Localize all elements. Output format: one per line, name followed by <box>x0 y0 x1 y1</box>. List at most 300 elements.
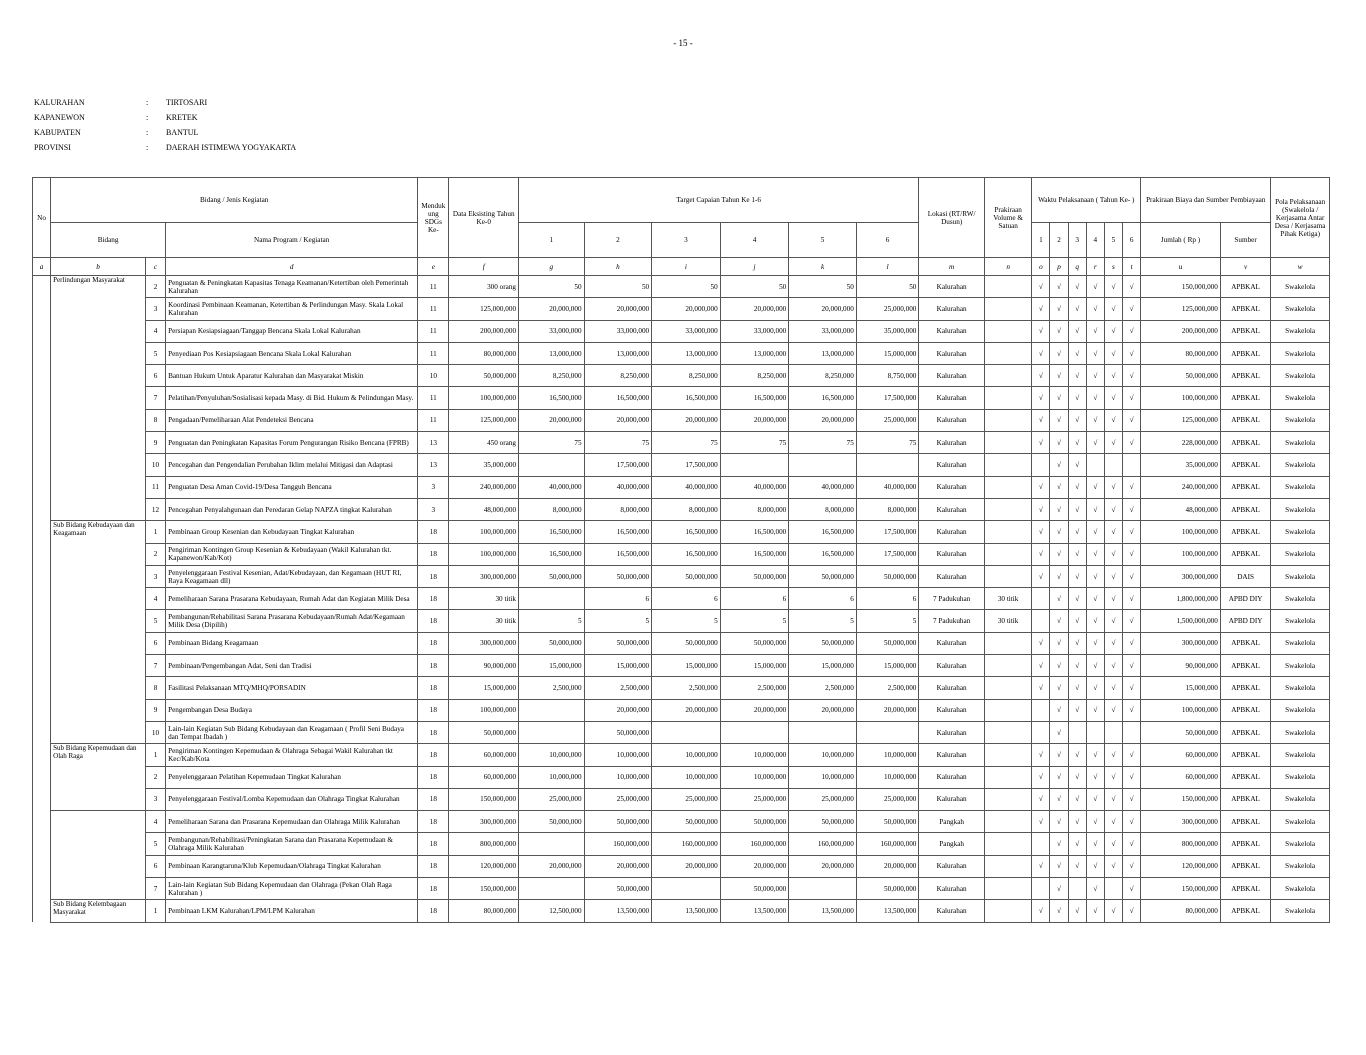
activity-number: 11 <box>145 476 165 498</box>
year-check: √ <box>1086 276 1104 298</box>
col-data-eksisting: Data Eksisting Tahun Ke-0 <box>449 178 519 258</box>
year-check: √ <box>1086 655 1104 677</box>
existing-data: 300 orang <box>449 276 519 298</box>
target-value: 50,000,000 <box>584 811 652 833</box>
location: Kalurahan <box>919 699 985 721</box>
funding-source: APBKAL <box>1220 721 1270 743</box>
target-value: 50,000,000 <box>789 565 857 587</box>
target-value: 13,000,000 <box>720 342 789 364</box>
target-value: 20,000,000 <box>652 409 721 431</box>
location: Kalurahan <box>919 454 985 476</box>
activity-number: 3 <box>145 788 165 810</box>
budget-amount: 90,000,000 <box>1141 655 1221 677</box>
implementation-pattern: Swakelola <box>1271 766 1330 788</box>
target-value: 16,500,000 <box>789 543 857 565</box>
year-check: √ <box>1068 276 1086 298</box>
existing-data: 100,000,000 <box>449 543 519 565</box>
activity-name: Pemeliharaan Sarana Prasarana Kebudayaan, Rumah Adat dan Kegiatan Milik Desa <box>166 588 418 610</box>
target-value: 20,000,000 <box>584 855 652 877</box>
implementation-pattern: Swakelola <box>1271 655 1330 677</box>
location: Kalurahan <box>919 543 985 565</box>
implementation-pattern: Swakelola <box>1271 878 1330 900</box>
year-check: √ <box>1068 677 1086 699</box>
target-value: 5 <box>519 610 585 632</box>
year-check: √ <box>1123 565 1141 587</box>
column-letter: w <box>1271 258 1330 276</box>
location: Pangkah <box>919 833 985 855</box>
year-check: √ <box>1104 744 1122 766</box>
bidang-cell: Sub Bidang Kepemudaan dan Olah Raga <box>51 744 146 811</box>
year-check: √ <box>1032 298 1050 320</box>
target-value: 16,500,000 <box>519 543 585 565</box>
year-check <box>1104 878 1122 900</box>
volume <box>984 454 1031 476</box>
target-value: 20,000,000 <box>720 855 789 877</box>
implementation-pattern: Swakelola <box>1271 298 1330 320</box>
sdgs-value: 13 <box>418 454 449 476</box>
activity-name: Persiapan Kesiapsiagaan/Tanggap Bencana Skala Lokal Kalurahan <box>166 320 418 342</box>
table-row <box>33 632 1330 654</box>
target-value: 16,500,000 <box>584 387 652 409</box>
column-letter: o <box>1032 258 1050 276</box>
year-check: √ <box>1086 811 1104 833</box>
activity-name: Lain-lain Kegiatan Sub Bidang Kebudayaan dan Keagamaan ( Profil Seni Budaya dan Tempat Ibadah ) <box>166 721 418 743</box>
volume <box>984 744 1031 766</box>
target-value: 2,500,000 <box>789 677 857 699</box>
table-row <box>33 565 1330 587</box>
target-value: 33,000,000 <box>720 320 789 342</box>
year-check: √ <box>1104 677 1122 699</box>
existing-data: 120,000,000 <box>449 855 519 877</box>
activity-name: Pembinaan Group Kesenian dan Kebudayaan Tingkat Kalurahan <box>166 521 418 543</box>
target-value: 50,000,000 <box>856 565 919 587</box>
table-row <box>33 498 1330 520</box>
budget-amount: 125,000,000 <box>1141 298 1221 320</box>
year-check: √ <box>1123 365 1141 387</box>
existing-data: 800,000,000 <box>449 833 519 855</box>
existing-data: 240,000,000 <box>449 476 519 498</box>
target-value <box>519 721 585 743</box>
target-value: 16,500,000 <box>519 521 585 543</box>
implementation-pattern: Swakelola <box>1271 365 1330 387</box>
year-check: √ <box>1068 432 1086 454</box>
volume <box>984 632 1031 654</box>
location: Kalurahan <box>919 677 985 699</box>
target-value: 33,000,000 <box>789 320 857 342</box>
target-value: 12,500,000 <box>519 900 585 922</box>
target-value: 20,000,000 <box>789 855 857 877</box>
target-value: 25,000,000 <box>519 788 585 810</box>
year-check <box>1032 833 1050 855</box>
year-check: √ <box>1123 811 1141 833</box>
target-value: 5 <box>584 610 652 632</box>
column-letter: g <box>519 258 585 276</box>
column-letter: m <box>919 258 985 276</box>
column-letter: l <box>856 258 919 276</box>
year-check: √ <box>1050 677 1068 699</box>
target-value: 20,000,000 <box>652 699 721 721</box>
implementation-pattern: Swakelola <box>1271 565 1330 587</box>
volume <box>984 766 1031 788</box>
activity-number: 7 <box>145 655 165 677</box>
existing-data: 15,000,000 <box>449 677 519 699</box>
target-value: 20,000,000 <box>652 298 721 320</box>
existing-data: 60,000,000 <box>449 744 519 766</box>
year-check: √ <box>1104 342 1122 364</box>
year-check: √ <box>1123 498 1141 520</box>
target-value: 8,000,000 <box>856 498 919 520</box>
funding-source: APBD DIY <box>1220 588 1270 610</box>
target-value: 10,000,000 <box>789 766 857 788</box>
year-check: √ <box>1050 454 1068 476</box>
sdgs-value: 18 <box>418 588 449 610</box>
volume <box>984 521 1031 543</box>
budget-amount: 200,000,000 <box>1141 320 1221 342</box>
meta-value: TIRTOSARI <box>166 98 208 107</box>
target-year-header: 1 <box>519 223 585 258</box>
activity-name: Fasilitasi Pelaksanaan MTQ/MHQ/PORSADIN <box>166 677 418 699</box>
existing-data: 80,000,000 <box>449 342 519 364</box>
waktu-year-header: 1 <box>1032 223 1050 258</box>
target-value: 25,000,000 <box>652 788 721 810</box>
target-value: 75 <box>856 432 919 454</box>
year-check: √ <box>1068 298 1086 320</box>
year-check: √ <box>1123 610 1141 632</box>
target-value: 50,000,000 <box>720 811 789 833</box>
meta-separator: : <box>146 98 149 107</box>
year-check <box>1123 721 1141 743</box>
location: Kalurahan <box>919 409 985 431</box>
target-value: 16,500,000 <box>720 543 789 565</box>
target-value: 20,000,000 <box>720 298 789 320</box>
sdgs-value: 11 <box>418 320 449 342</box>
year-check: √ <box>1068 387 1086 409</box>
sdgs-value: 18 <box>418 788 449 810</box>
sdgs-value: 18 <box>418 900 449 922</box>
table-row <box>33 721 1330 743</box>
activity-name: Penyelenggaraan Pelatihan Kepemudaan Tingkat Kalurahan <box>166 766 418 788</box>
row-no-cell <box>33 900 51 922</box>
target-value: 160,000,000 <box>584 833 652 855</box>
year-check <box>1032 699 1050 721</box>
year-check: √ <box>1104 409 1122 431</box>
waktu-year-header: 2 <box>1050 223 1068 258</box>
year-check: √ <box>1032 811 1050 833</box>
year-check: √ <box>1086 521 1104 543</box>
sdgs-value: 3 <box>418 476 449 498</box>
target-value: 75 <box>789 432 857 454</box>
year-check: √ <box>1123 298 1141 320</box>
volume <box>984 677 1031 699</box>
sdgs-value: 11 <box>418 387 449 409</box>
implementation-pattern: Swakelola <box>1271 699 1330 721</box>
year-check: √ <box>1123 276 1141 298</box>
budget-amount: 228,000,000 <box>1141 432 1221 454</box>
year-check: √ <box>1086 543 1104 565</box>
year-check: √ <box>1050 476 1068 498</box>
budget-amount: 60,000,000 <box>1141 744 1221 766</box>
year-check: √ <box>1123 900 1141 922</box>
target-value: 6 <box>789 588 857 610</box>
existing-data: 90,000,000 <box>449 655 519 677</box>
target-value: 8,250,000 <box>519 365 585 387</box>
activity-number: 8 <box>145 677 165 699</box>
year-check: √ <box>1086 900 1104 922</box>
budget-amount: 150,000,000 <box>1141 276 1221 298</box>
year-check: √ <box>1123 342 1141 364</box>
column-letter: d <box>166 258 418 276</box>
year-check: √ <box>1050 811 1068 833</box>
target-value: 50,000,000 <box>519 565 585 587</box>
activity-name: Koordinasi Pembinaan Keamanan, Ketertiban & Perlindungan Masy. Skala Lokal Kalurahan <box>166 298 418 320</box>
table-row <box>33 543 1330 565</box>
implementation-pattern: Swakelola <box>1271 855 1330 877</box>
target-value: 50,000,000 <box>519 632 585 654</box>
sdgs-value: 18 <box>418 878 449 900</box>
year-check: √ <box>1050 498 1068 520</box>
year-check: √ <box>1068 588 1086 610</box>
target-value: 50,000,000 <box>789 632 857 654</box>
year-check: √ <box>1104 610 1122 632</box>
year-check: √ <box>1104 855 1122 877</box>
volume <box>984 320 1031 342</box>
year-check: √ <box>1086 766 1104 788</box>
location: Kalurahan <box>919 744 985 766</box>
volume <box>984 788 1031 810</box>
col-bidang-jenis: Bidang / Jenis Kegiatan <box>51 178 418 223</box>
column-letter: q <box>1068 258 1086 276</box>
implementation-pattern: Swakelola <box>1271 610 1330 632</box>
target-value: 13,000,000 <box>652 342 721 364</box>
target-value: 40,000,000 <box>720 476 789 498</box>
year-check: √ <box>1068 498 1086 520</box>
col-bidang: Bidang <box>51 223 166 258</box>
year-check: √ <box>1086 744 1104 766</box>
year-check: √ <box>1123 632 1141 654</box>
location: Kalurahan <box>919 766 985 788</box>
sdgs-value: 18 <box>418 655 449 677</box>
target-value: 20,000,000 <box>519 298 585 320</box>
year-check: √ <box>1104 788 1122 810</box>
col-nama-program: Nama Program / Kegiatan <box>166 223 418 258</box>
year-check: √ <box>1123 766 1141 788</box>
year-check: √ <box>1050 276 1068 298</box>
column-letter: r <box>1086 258 1104 276</box>
target-value: 20,000,000 <box>519 409 585 431</box>
budget-amount: 60,000,000 <box>1141 766 1221 788</box>
sdgs-value: 18 <box>418 833 449 855</box>
table-row <box>33 409 1330 431</box>
budget-amount: 1,500,000,000 <box>1141 610 1221 632</box>
row-no-cell <box>33 276 51 521</box>
implementation-pattern: Swakelola <box>1271 409 1330 431</box>
funding-source: APBKAL <box>1220 476 1270 498</box>
implementation-pattern: Swakelola <box>1271 900 1330 922</box>
target-value <box>789 454 857 476</box>
activity-number: 6 <box>145 855 165 877</box>
implementation-pattern: Swakelola <box>1271 833 1330 855</box>
sdgs-value: 11 <box>418 342 449 364</box>
table-row <box>33 655 1330 677</box>
target-value: 8,000,000 <box>720 498 789 520</box>
year-check: √ <box>1086 677 1104 699</box>
funding-source: APBKAL <box>1220 811 1270 833</box>
year-check: √ <box>1050 320 1068 342</box>
year-check: √ <box>1032 543 1050 565</box>
target-value: 16,500,000 <box>584 521 652 543</box>
activity-name: Pengembangan Desa Budaya <box>166 699 418 721</box>
volume <box>984 409 1031 431</box>
target-value: 50 <box>720 276 789 298</box>
activity-name: Penyelenggaraan Festival/Lomba Kepemudaan dan Olahraga Tingkat Kalurahan <box>166 788 418 810</box>
budget-amount: 50,000,000 <box>1141 721 1221 743</box>
target-value: 33,000,000 <box>652 320 721 342</box>
target-value: 50,000,000 <box>584 632 652 654</box>
year-check: √ <box>1050 543 1068 565</box>
target-value: 6 <box>652 588 721 610</box>
target-value: 50,000,000 <box>652 811 721 833</box>
target-value: 20,000,000 <box>720 699 789 721</box>
col-pola: Pola Pelaksanaan (Swakelola / Kerjasama Antar Desa / Kerjasama Pihak Ketiga) <box>1271 178 1330 258</box>
sdgs-value: 3 <box>418 498 449 520</box>
year-check: √ <box>1032 632 1050 654</box>
target-value <box>519 454 585 476</box>
funding-source: APBKAL <box>1220 387 1270 409</box>
target-value: 50,000,000 <box>720 565 789 587</box>
target-value <box>789 721 857 743</box>
sdgs-value: 18 <box>418 721 449 743</box>
year-check: √ <box>1068 811 1086 833</box>
activity-number: 2 <box>145 543 165 565</box>
table-row <box>33 610 1330 632</box>
target-value: 8,000,000 <box>519 498 585 520</box>
target-value: 75 <box>652 432 721 454</box>
funding-source: APBD DIY <box>1220 610 1270 632</box>
volume <box>984 387 1031 409</box>
year-check: √ <box>1050 855 1068 877</box>
implementation-pattern: Swakelola <box>1271 721 1330 743</box>
target-value: 13,000,000 <box>519 342 585 364</box>
target-value: 5 <box>856 610 919 632</box>
target-value: 40,000,000 <box>584 476 652 498</box>
row-no-cell <box>33 521 51 744</box>
budget-amount: 80,000,000 <box>1141 900 1221 922</box>
funding-source: APBKAL <box>1220 276 1270 298</box>
year-check: √ <box>1104 432 1122 454</box>
table-row <box>33 387 1330 409</box>
target-year-header: 4 <box>720 223 789 258</box>
year-check: √ <box>1123 588 1141 610</box>
target-value: 2,500,000 <box>652 677 721 699</box>
volume <box>984 655 1031 677</box>
meta-value: DAERAH ISTIMEWA YOGYAKARTA <box>166 143 297 152</box>
year-check: √ <box>1068 543 1086 565</box>
year-check: √ <box>1086 833 1104 855</box>
implementation-pattern: Swakelola <box>1271 744 1330 766</box>
target-year-header: 3 <box>652 223 721 258</box>
target-value: 50 <box>584 276 652 298</box>
funding-source: APBKAL <box>1220 365 1270 387</box>
year-check: √ <box>1086 588 1104 610</box>
activity-number: 1 <box>145 744 165 766</box>
existing-data: 300,000,000 <box>449 565 519 587</box>
year-check: √ <box>1086 432 1104 454</box>
year-check: √ <box>1050 699 1068 721</box>
target-value: 20,000,000 <box>519 855 585 877</box>
target-value: 75 <box>519 432 585 454</box>
implementation-pattern: Swakelola <box>1271 432 1330 454</box>
table-row <box>33 766 1330 788</box>
location: Kalurahan <box>919 788 985 810</box>
year-check: √ <box>1104 699 1122 721</box>
activity-name: Penguatan Desa Aman Covid-19/Desa Tangguh Bencana <box>166 476 418 498</box>
year-check <box>1104 454 1122 476</box>
existing-data: 450 orang <box>449 432 519 454</box>
target-value: 160,000,000 <box>789 833 857 855</box>
page-number: - 15 - <box>673 38 693 48</box>
column-letter: p <box>1050 258 1068 276</box>
activity-name: Pengiriman Kontingen Kepemudaan & Olahraga Sebagai Wakil Kalurahan tkt Kec/Kab/Kota <box>166 744 418 766</box>
target-value: 16,500,000 <box>789 521 857 543</box>
table-row <box>33 342 1330 364</box>
target-value: 2,500,000 <box>856 677 919 699</box>
budget-amount: 35,000,000 <box>1141 454 1221 476</box>
col-no: No <box>33 178 51 258</box>
year-check: √ <box>1050 721 1068 743</box>
year-check: √ <box>1068 744 1086 766</box>
target-value: 75 <box>584 432 652 454</box>
target-value: 50,000,000 <box>519 811 585 833</box>
year-check: √ <box>1068 855 1086 877</box>
location: Kalurahan <box>919 365 985 387</box>
target-value: 16,500,000 <box>519 387 585 409</box>
year-check: √ <box>1123 744 1141 766</box>
volume <box>984 342 1031 364</box>
year-check: √ <box>1104 298 1122 320</box>
column-letter: a <box>33 258 51 276</box>
year-check: √ <box>1032 766 1050 788</box>
budget-amount: 100,000,000 <box>1141 521 1221 543</box>
table-row <box>33 365 1330 387</box>
year-check: √ <box>1086 632 1104 654</box>
funding-source: APBKAL <box>1220 655 1270 677</box>
year-check: √ <box>1123 521 1141 543</box>
year-check <box>1123 454 1141 476</box>
target-value: 16,500,000 <box>652 387 721 409</box>
funding-source: APBKAL <box>1220 432 1270 454</box>
year-check: √ <box>1050 298 1068 320</box>
target-value: 10,000,000 <box>856 766 919 788</box>
activity-name: Pengadaan/Pemeliharaan Alat Pendeteksi Bencana <box>166 409 418 431</box>
year-check: √ <box>1032 565 1050 587</box>
volume: 30 titik <box>984 610 1031 632</box>
target-value: 20,000,000 <box>789 298 857 320</box>
target-value: 15,000,000 <box>856 342 919 364</box>
funding-source: APBKAL <box>1220 766 1270 788</box>
funding-source: APBKAL <box>1220 833 1270 855</box>
target-value: 20,000,000 <box>584 699 652 721</box>
target-value <box>789 878 857 900</box>
year-check: √ <box>1123 387 1141 409</box>
target-value: 17,500,000 <box>584 454 652 476</box>
table-row <box>33 878 1330 900</box>
location: Kalurahan <box>919 900 985 922</box>
year-check: √ <box>1032 521 1050 543</box>
location: Kalurahan <box>919 342 985 364</box>
year-check: √ <box>1032 855 1050 877</box>
year-check: √ <box>1068 632 1086 654</box>
year-check: √ <box>1050 833 1068 855</box>
